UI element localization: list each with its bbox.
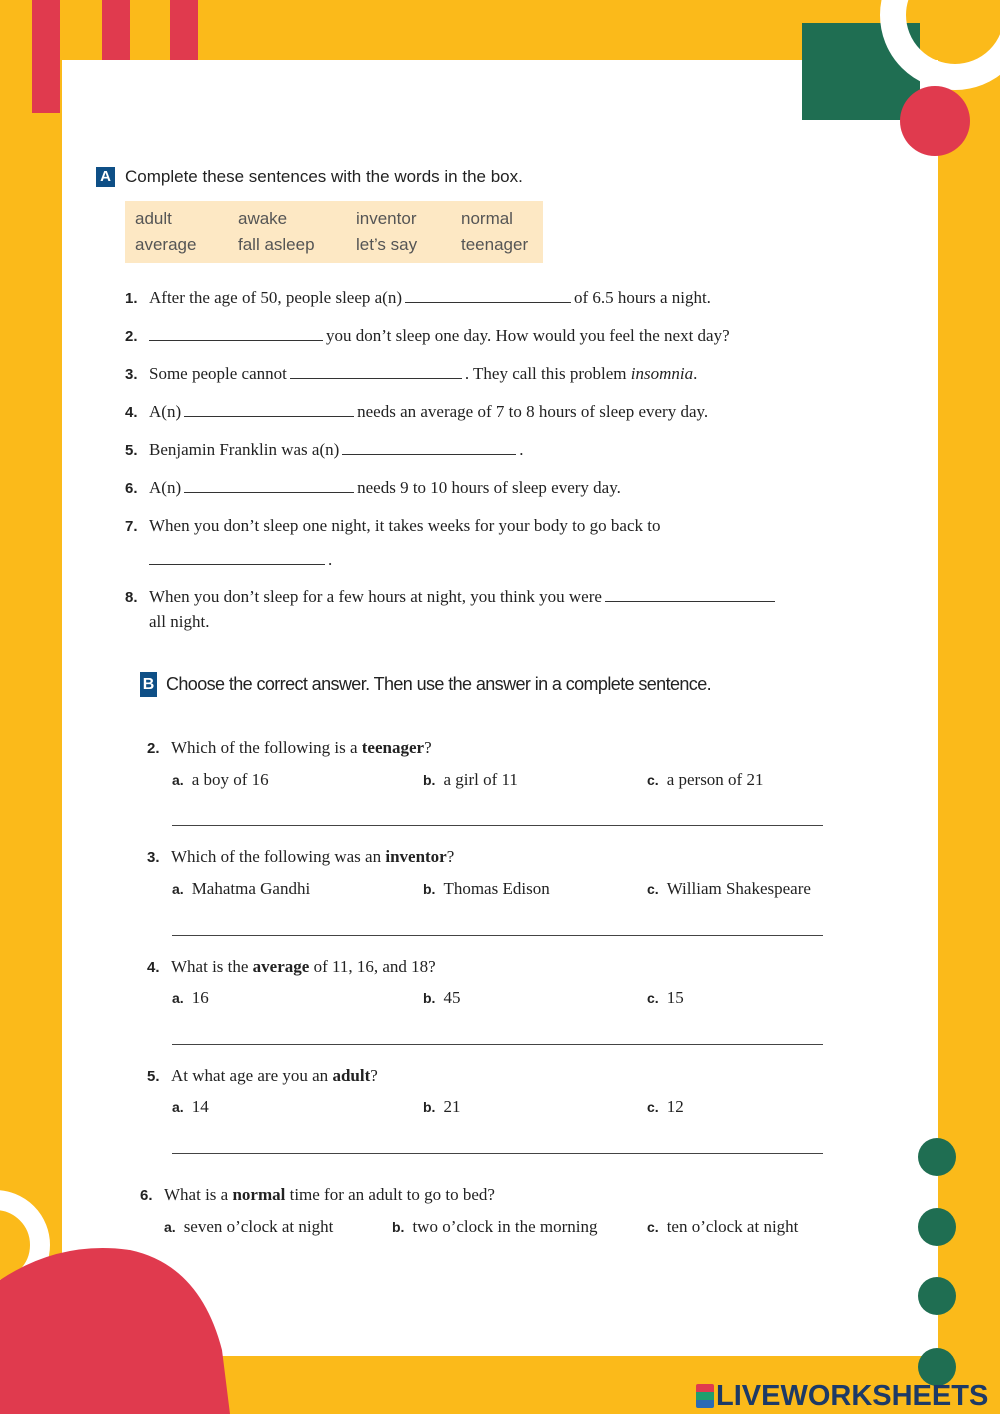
word-teenager: teenager xyxy=(461,235,529,254)
word-lets-say: let’s say xyxy=(356,235,418,254)
question-a-5: 5. Benjamin Franklin was a(n) . xyxy=(125,440,524,459)
answer-blank-7[interactable] xyxy=(149,550,325,565)
answer-blank-4[interactable] xyxy=(184,402,354,417)
word-fall-asleep: fall asleep xyxy=(238,235,315,254)
option-6b[interactable]: b. two o’clock in the morning xyxy=(392,1217,598,1236)
question-a-1: 1. After the age of 50, people sleep a(n) of 6.5 hours a night. xyxy=(125,288,711,307)
section-b-instruction: Choose the correct answer. Then use the answer in a complete sentence. xyxy=(166,674,712,694)
option-5a[interactable]: a. 14 xyxy=(172,1097,209,1116)
word-box xyxy=(125,201,543,263)
answer-blank-8[interactable] xyxy=(605,587,775,602)
section-a-heading xyxy=(96,167,523,187)
word-normal: normal xyxy=(461,209,513,228)
option-6a[interactable]: a. seven o’clock at night xyxy=(164,1217,334,1236)
option-2a[interactable]: a. a boy of 16 xyxy=(172,770,269,789)
answer-blank-5[interactable] xyxy=(342,440,516,455)
answer-line-4[interactable] xyxy=(172,1044,823,1045)
section-a-instruction: Complete these sentences with the words in the box. xyxy=(125,167,523,186)
answer-line-2[interactable] xyxy=(172,825,823,826)
section-a-badge: A xyxy=(96,167,115,187)
red-circle-decoration xyxy=(900,86,970,156)
question-a-8: 8. When you don’t sleep for a few hours at night, you think you were xyxy=(125,587,778,607)
answer-blank-3[interactable] xyxy=(290,364,462,379)
word-inventor: inventor xyxy=(356,209,417,228)
answer-line-5[interactable] xyxy=(172,1153,823,1154)
option-4b[interactable]: b. 45 xyxy=(423,988,461,1007)
answer-blank-2[interactable] xyxy=(149,326,323,341)
red-wave-decoration xyxy=(0,1240,230,1414)
liveworksheets-logo: LIVEWORKSHEETS xyxy=(696,1380,988,1413)
answer-blank-1[interactable] xyxy=(405,288,571,303)
question-b-5: 5. At what age are you an adult? xyxy=(147,1066,378,1085)
option-5b[interactable]: b. 21 xyxy=(423,1097,461,1116)
option-2c[interactable]: c. a person of 21 xyxy=(647,770,764,789)
question-a-3: 3. Some people cannot . They call this problem insomnia. xyxy=(125,364,698,383)
option-2b[interactable]: b. a girl of 11 xyxy=(423,770,518,789)
question-a-2: 2. you don’t sleep one day. How would you feel the next day? xyxy=(125,326,730,345)
word-adult: adult xyxy=(135,209,172,228)
red-bar-1 xyxy=(32,0,60,113)
option-4a[interactable]: a. 16 xyxy=(172,988,209,1007)
question-b-6: 6. What is a normal time for an adult to go to bed? xyxy=(140,1185,495,1204)
green-dot-2 xyxy=(918,1208,956,1246)
answer-blank-6[interactable] xyxy=(184,478,354,493)
green-dot-3 xyxy=(918,1277,956,1315)
option-3b[interactable]: b. Thomas Edison xyxy=(423,879,550,898)
question-a-7-continued: . xyxy=(149,550,332,570)
option-5c[interactable]: c. 12 xyxy=(647,1097,684,1116)
option-4c[interactable]: c. 15 xyxy=(647,988,684,1007)
question-a-4: 4. A(n) needs an average of 7 to 8 hours of sleep every day. xyxy=(125,402,709,421)
question-a-6: 6. A(n) needs 9 to 10 hours of sleep every day. xyxy=(125,478,621,497)
question-a-8-continued: all night. xyxy=(149,612,210,631)
question-b-4: 4. What is the average of 11, 16, and 18? xyxy=(147,957,436,976)
answer-line-3[interactable] xyxy=(172,935,823,936)
option-3a[interactable]: a. Mahatma Gandhi xyxy=(172,879,311,898)
section-b-heading xyxy=(140,672,711,697)
word-awake: awake xyxy=(238,209,288,228)
option-3c[interactable]: c. William Shakespeare xyxy=(647,879,811,898)
question-b-2: 2. Which of the following is a teenager? xyxy=(147,738,432,757)
question-a-7: 7. When you don’t sleep one night, it takes weeks for your body to go back to xyxy=(125,516,661,535)
liveworksheets-logo-icon xyxy=(696,1384,714,1408)
word-average: average xyxy=(135,235,197,254)
section-b-badge: B xyxy=(140,672,157,697)
option-6c[interactable]: c. ten o’clock at night xyxy=(647,1217,799,1236)
question-b-3: 3. Which of the following was an inventor? xyxy=(147,847,455,866)
green-dot-1 xyxy=(918,1138,956,1176)
